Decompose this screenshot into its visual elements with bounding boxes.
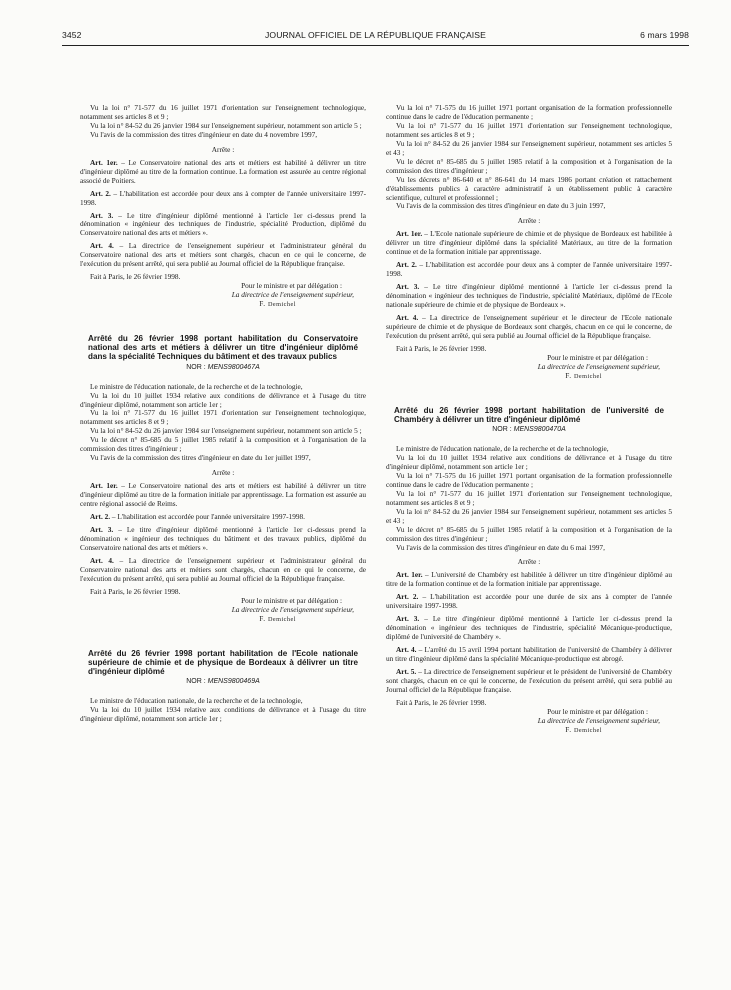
visa: Vu la loi n° 71-577 du 16 juillet 1971 d'orientation sur l'enseignement technologique, notamment ses articles 8 et 9 ; xyxy=(80,103,366,121)
journal-title: JOURNAL OFFICIEL DE LA RÉPUBLIQUE FRANÇAISE xyxy=(265,30,486,40)
signature-role: La directrice de l'enseignement supérieur, xyxy=(231,290,354,300)
article: Art. 2. – L'habilitation est accordée pour une durée de six ans à compter de l'année universitaire 1997-1998. xyxy=(386,592,673,611)
minister-line: Le ministre de l'éducation nationale, de la recherche et de la technologie, xyxy=(90,381,303,391)
signature-name: F. Demichel xyxy=(259,299,296,309)
article: Art. 4. – La directrice de l'enseignement supérieur et l'administrateur général du Conservatoire national des arts et métiers sont chargés, chacun en ce qui le concerne, de l'exécution du présent arrêté, qui sera publié au Journal officiel de la République française. xyxy=(80,241,366,269)
signature-delegation: Pour le ministre et par délégation : xyxy=(547,706,648,716)
article: Art. 4. – L'arrêté du 15 avril 1994 portant habilitation de l'université de Chambéry à délivrer un titre d'ingénieur diplômé dans la spécialité Mécanique-productique est abrogé. xyxy=(386,645,673,664)
signature-name: F. Demichel xyxy=(565,370,602,380)
nor-reference: NOR : MENS9800470A xyxy=(492,426,566,434)
arrete-label: Arrête : xyxy=(517,216,541,226)
visa: Vu l'avis de la commission des titres d'ingénieur en date du 3 juin 1997, xyxy=(396,201,606,211)
fait-a-paris: Fait à Paris, le 26 février 1998. xyxy=(90,586,181,596)
visa: Vu la loi n° 71-577 du 16 juillet 1971 d'orientation sur l'enseignement technologique, notamment ses articles 8 et 9 ; xyxy=(80,408,366,427)
article: Art. 4. – La directrice de l'enseignement supérieur et l'administrateur général du Conservatoire national des arts et métiers sont chargés, chacun en ce qui le concerne, de l'exécution du présent arrêté, qui sera publié au Journal officiel de la République française. xyxy=(80,555,366,583)
decree-title: Arrêté du 26 février 1998 portant habilitation du Conservatoire national des arts et métiers à délivrer un titre d'ingénieur diplômé dans la spécialité Techniques du bâtiment et des travaux publics xyxy=(88,334,358,362)
decree-1-continued xyxy=(80,104,366,310)
issue-date: 6 mars 1998 xyxy=(640,30,689,40)
signature-delegation: Pour le ministre et par délégation : xyxy=(547,352,648,362)
arrete-label: Arrête : xyxy=(211,468,235,478)
fait-a-paris: Fait à Paris, le 26 février 1998. xyxy=(90,272,181,282)
article: Art. 3. – Le titre d'ingénieur diplômé mentionné à l'article 1er ci-dessus prend la dénomination « ingénieur des techniques de l'industrie, spécialité Matériaux, diplômé de l'Ecole nationale supérieure de chimie et de physique de Bordeaux ». xyxy=(386,282,672,310)
visa: Vu la loi n° 84-52 du 26 janvier 1984 sur l'enseignement supérieur, notamment ses articles 5 et 43 ; xyxy=(386,138,672,157)
visa: Vu les décrets n° 86-640 et n° 86-641 du 14 mars 1986 portant création et rattachement d'établissements publics à caractère administratif à un établissement public à caractère scientifique, culturel et professionnel ; xyxy=(386,174,672,202)
page-number: 3452 xyxy=(62,30,82,40)
decree-2 xyxy=(80,334,366,624)
article: Art. 3. – Le titre d'ingénieur diplômé mentionné à l'article 1er ci-dessus prend la dénomination « ingénieur des techniques du bâtiment et des travaux publics, diplômé du Conservatoire national des arts et métiers ». xyxy=(80,524,366,552)
article: Art. 1er. – L'Ecole nationale supérieure de chimie et de physique de Bordeaux est habilitée à délivrer un titre d'ingénieur diplômé dans la spécialité Matériaux, au titre de la formation continue et de la formation initiale par apprentissage. xyxy=(386,229,672,257)
visa: Vu la loi n° 71-575 du 16 juillet 1971 portant organisation de la formation professionnelle continue dans le cadre de l'éducation permanente ; xyxy=(386,103,672,121)
decree-title: Arrêté du 26 février 1998 portant habilitation de l'université de Chambéry à délivrer un titre d'ingénieur diplômé xyxy=(394,405,664,424)
signature-role: La directrice de l'enseignement supérieur, xyxy=(537,715,660,725)
article: Art. 4. – La directrice de l'enseignement supérieur et le directeur de l'Ecole nationale supérieure de chimie et de physique de Bordeaux sont chargés, chacun en ce qui le concerne, de l'exécution du présent arrêté, qui sera publié au Journal officiel de la République française. xyxy=(386,313,672,340)
visa: Vu l'avis de la commission des titres d'ingénieur en date du 6 mai 1997, xyxy=(396,542,605,552)
arrete-label: Arrête : xyxy=(517,557,541,567)
minister-line: Le ministre de l'éducation nationale, de la recherche et de la technologie, xyxy=(90,696,303,706)
left-column xyxy=(80,104,366,724)
signature-delegation: Pour le ministre et par délégation : xyxy=(241,595,342,605)
visa: Vu la loi n° 71-577 du 16 juillet 1971 d'orientation sur l'enseignement technologique, notamment ses articles 8 et 9 ; xyxy=(386,488,672,507)
fait-a-paris: Fait à Paris, le 26 février 1998. xyxy=(396,697,487,707)
nor-reference: NOR : MENS9800467A xyxy=(186,363,260,371)
signature-name: F. Demichel xyxy=(565,724,602,734)
visa: Vu le décret n° 85-685 du 5 juillet 1985 relatif à la composition et à l'organisation de la commission des titres d'ingénieur ; xyxy=(80,435,366,454)
article: Art. 1er. – Le Conservatoire national des arts et métiers est habilité à délivrer un titre d'ingénieur diplômé au titre de la formation initiale par apprentissage. La formation est assurée au centre régional associé de Reims. xyxy=(80,481,366,509)
visa: Vu la loi du 10 juillet 1934 relative aux conditions de délivrance et à l'usage du titre d'ingénieur diplômé, notamment son article 1er ; xyxy=(80,705,366,723)
decree-3 xyxy=(80,649,366,724)
arrete-label: Arrête : xyxy=(211,144,235,154)
article: Art. 2. – L'habilitation est accordée pour deux ans à compter de l'année universitaire 1997-1998. xyxy=(386,260,672,279)
decree-4 xyxy=(386,406,672,736)
signature-name: F. Demichel xyxy=(259,613,296,623)
signature-role: La directrice de l'enseignement supérieur, xyxy=(231,604,354,614)
minister-line: Le ministre de l'éducation nationale, de la recherche et de la technologie, xyxy=(396,444,609,454)
visa: Vu la loi du 10 juillet 1934 relative aux conditions de délivrance et à l'usage du titre d'ingénieur diplômé, notamment son article 1er ; xyxy=(80,390,366,409)
article: Art. 1er. – L'université de Chambéry est habilitée à délivrer un titre d'ingénieur diplômé au titre de la formation continue et de la formation initiale par apprentissage. xyxy=(386,570,672,589)
visa: Vu le décret n° 85-685 du 5 juillet 1985 relatif à la composition et à l'organisation de la commission des titres d'ingénieur ; xyxy=(386,156,672,175)
signature-role: La directrice de l'enseignement supérieur, xyxy=(537,361,660,371)
visa: Vu la loi n° 84-52 du 26 janvier 1984 sur l'enseignement supérieur, notamment ses articles 5 et 43 ; xyxy=(386,506,672,525)
visa: Vu la loi n° 71-575 du 16 juillet 1971 portant organisation de la formation professionnelle continue dans le cadre de l'éducation permanente ; xyxy=(386,470,672,489)
signature-delegation: Pour le ministre et par délégation : xyxy=(241,281,342,291)
visa: Vu l'avis de la commission des titres d'ingénieur en date du 4 novembre 1997, xyxy=(90,129,318,139)
fait-a-paris: Fait à Paris, le 26 février 1998. xyxy=(396,343,487,353)
decree-3-continued xyxy=(386,104,672,382)
article: Art. 2. – L'habilitation est accordée pour l'année universitaire 1997-1998. xyxy=(90,512,305,522)
visa: Vu le décret n° 85-685 du 5 juillet 1985 relatif à la composition et à l'organisation de la commission des titres d'ingénieur ; xyxy=(386,524,672,543)
article: Art. 3. – Le titre d'ingénieur diplômé mentionné à l'article 1er ci-dessus prend la dénomination « ingénieur des techniques de l'industrie, spécialité Mécanique-productique, diplômé de l'université de Chambéry ». xyxy=(386,614,672,642)
decree-title: Arrêté du 26 février 1998 portant habilitation de l'Ecole nationale supérieure de chimie et de physique de Bordeaux à délivrer un titre d'ingénieur diplômé xyxy=(88,648,358,676)
header-rule xyxy=(62,45,689,46)
visa: Vu la loi du 10 juillet 1934 relative aux conditions de délivrance et à l'usage du titre d'ingénieur diplômé, notamment son article 1er ; xyxy=(386,453,672,471)
nor-reference: NOR : MENS9800469A xyxy=(186,678,260,686)
visa: Vu la loi n° 84-52 du 26 janvier 1984 sur l'enseignement supérieur, notamment son article 5 ; xyxy=(90,426,362,436)
visa: Vu l'avis de la commission des titres d'ingénieur en date du 1er juillet 1997, xyxy=(90,453,311,463)
article: Art. 1er. – Le Conservatoire national des arts et métiers est habilité à délivrer un titre d'ingénieur diplômé au titre de la formation continue. La formation est assurée au centre régional associé de Poitiers. xyxy=(80,157,366,185)
article: Art. 2. – L'habilitation est accordée pour deux ans à compter de l'année universitaire 1997-1998. xyxy=(80,188,366,207)
right-column xyxy=(386,104,672,736)
visa: Vu la loi n° 84-52 du 26 janvier 1984 sur l'enseignement supérieur, notamment son article 5 ; xyxy=(90,120,362,130)
visa: Vu la loi n° 71-577 du 16 juillet 1971 d'orientation sur l'enseignement technologique, notamment ses articles 8 et 9 ; xyxy=(386,120,672,139)
article: Art. 5. – La directrice de l'enseignement supérieur et le président de l'université de Chambéry sont chargés, chacun en ce qui le concerne, de l'exécution du présent arrêté, qui sera publié au Journal officiel de la République française. xyxy=(386,667,673,694)
article: Art. 3. – Le titre d'ingénieur diplômé mentionné à l'article 1er ci-dessus prend la dénomination « ingénieur des techniques de l'industrie, spécialité Production, diplômé du Conservatoire national des arts et métiers ». xyxy=(80,210,366,238)
page-header xyxy=(62,30,689,46)
